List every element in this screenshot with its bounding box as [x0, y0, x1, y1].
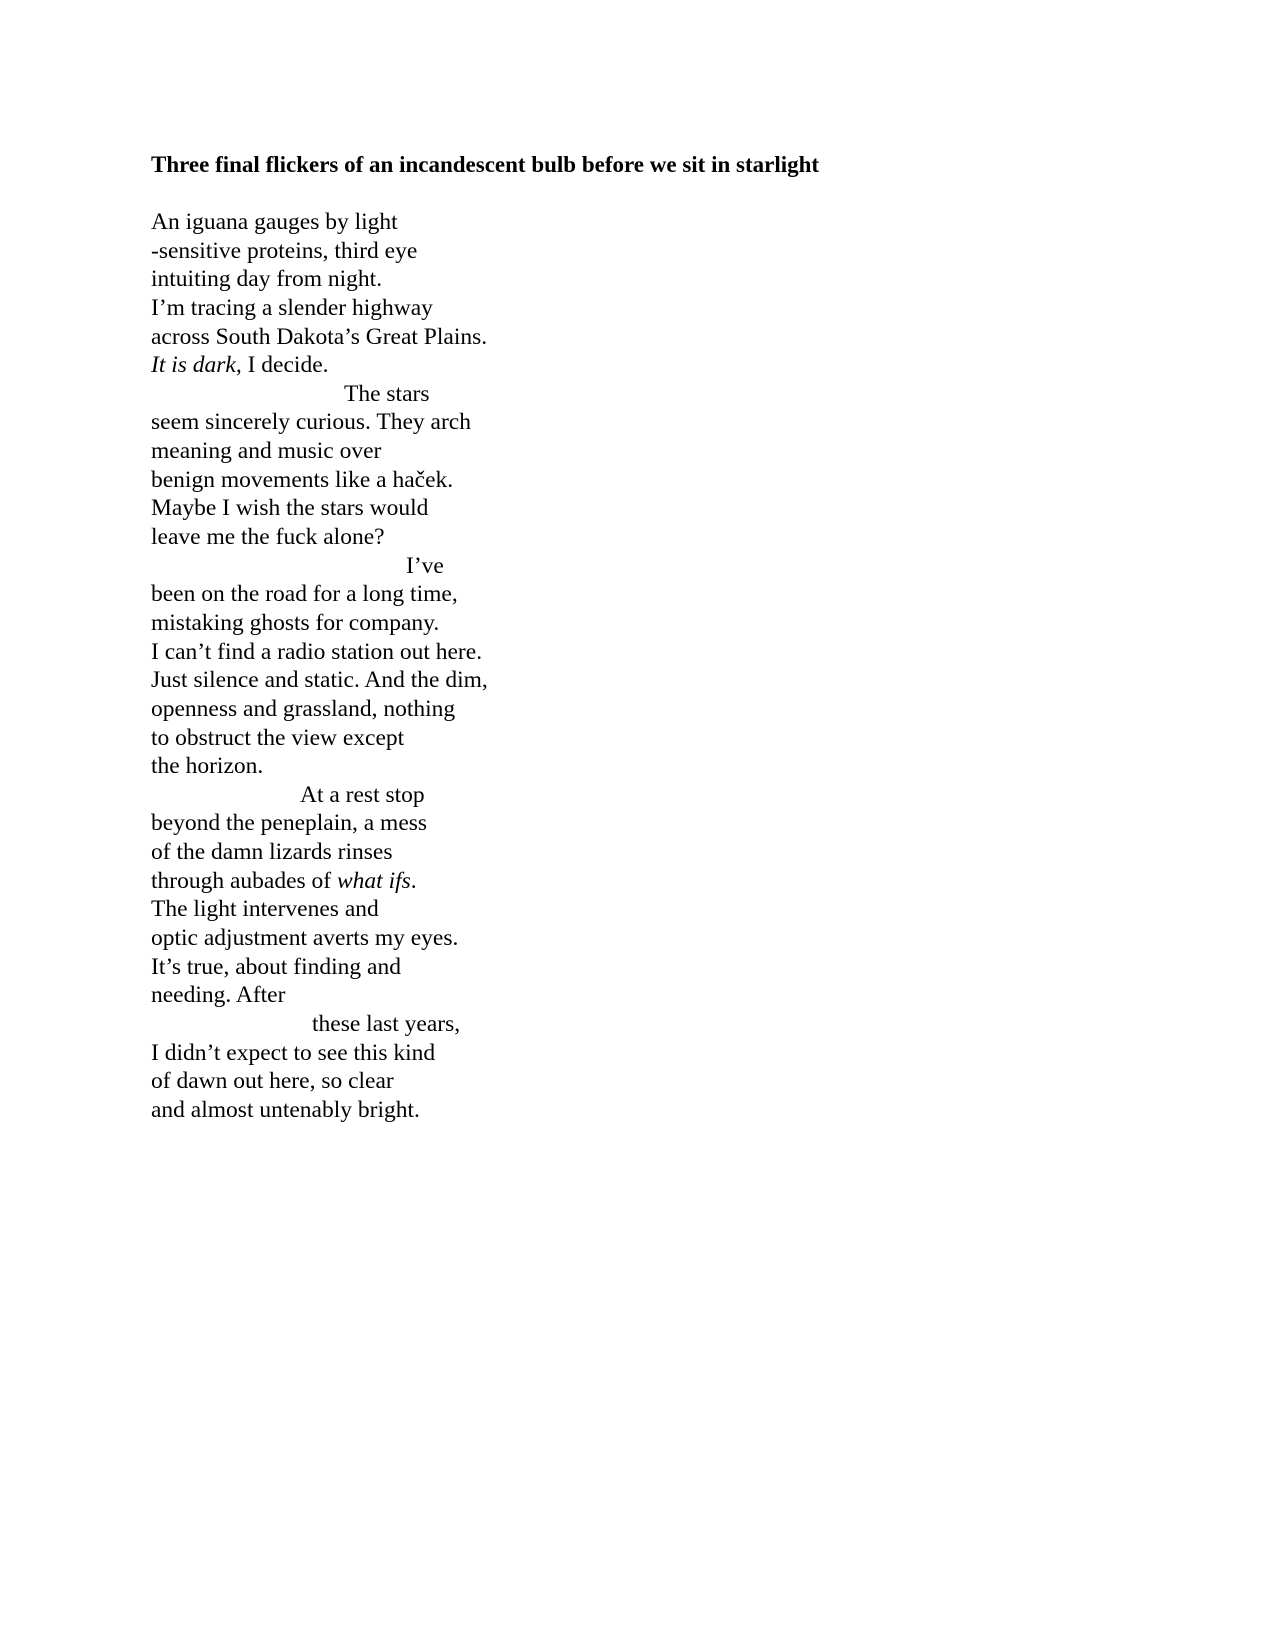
poem-line	[151, 867, 488, 896]
line-text: .	[410, 867, 417, 894]
poem-line: beyond the peneplain, a mess	[151, 810, 428, 837]
poem-line: I’m tracing a slender highway	[151, 294, 433, 321]
line-text: , I decide.	[235, 352, 329, 379]
poem-line: been on the road for a long time,	[151, 581, 458, 608]
poem-line: of the damn lizards rinses	[151, 839, 393, 866]
poem-line: Maybe I wish the stars would	[151, 495, 429, 522]
poem-line	[151, 351, 488, 380]
italic-phrase: It is dark	[151, 352, 236, 379]
line-text: through aubades of	[151, 867, 337, 894]
poem-line: and almost untenably bright.	[151, 1096, 420, 1123]
poem-line: Just silence and static. And the dim,	[151, 667, 488, 694]
poem-line: leave me the fuck alone?	[151, 524, 385, 551]
poem-line: needing. After	[151, 982, 286, 1009]
poem-line-indented: I’ve	[406, 552, 444, 579]
poem-line-indented: these last years,	[312, 1010, 461, 1037]
poem-body	[151, 208, 488, 1125]
poem-line: -sensitive proteins, third eye	[151, 237, 418, 264]
poem-line: benign movements like a haček.	[151, 466, 454, 493]
poem-line: of dawn out here, so clear	[151, 1068, 394, 1095]
poem-line: I didn’t expect to see this kind	[151, 1039, 436, 1066]
poem-line: meaning and music over	[151, 438, 382, 465]
poem-line: intuiting day from night.	[151, 266, 383, 293]
poem-line: The light intervenes and	[151, 896, 379, 923]
poem-line: the horizon.	[151, 753, 264, 780]
poem-line-indented: At a rest stop	[300, 781, 425, 808]
poem-line: optic adjustment averts my eyes.	[151, 925, 459, 952]
poem-line: mistaking ghosts for company.	[151, 609, 440, 636]
poem-line: It’s true, about finding and	[151, 953, 401, 980]
poem-line: to obstruct the view except	[151, 724, 405, 751]
poem-line: across South Dakota’s Great Plains.	[151, 323, 488, 350]
poem-line-indented: The stars	[344, 380, 430, 407]
italic-phrase: what ifs	[337, 867, 411, 894]
poem-line: seem sincerely curious. They arch	[151, 409, 471, 436]
poem-line: I can’t find a radio station out here.	[151, 638, 483, 665]
poem-title: Three final flickers of an incandescent bulb before we sit in starlight	[151, 152, 820, 177]
poem-line: openness and grassland, nothing	[151, 695, 456, 722]
poem-line: An iguana gauges by light	[151, 209, 398, 235]
